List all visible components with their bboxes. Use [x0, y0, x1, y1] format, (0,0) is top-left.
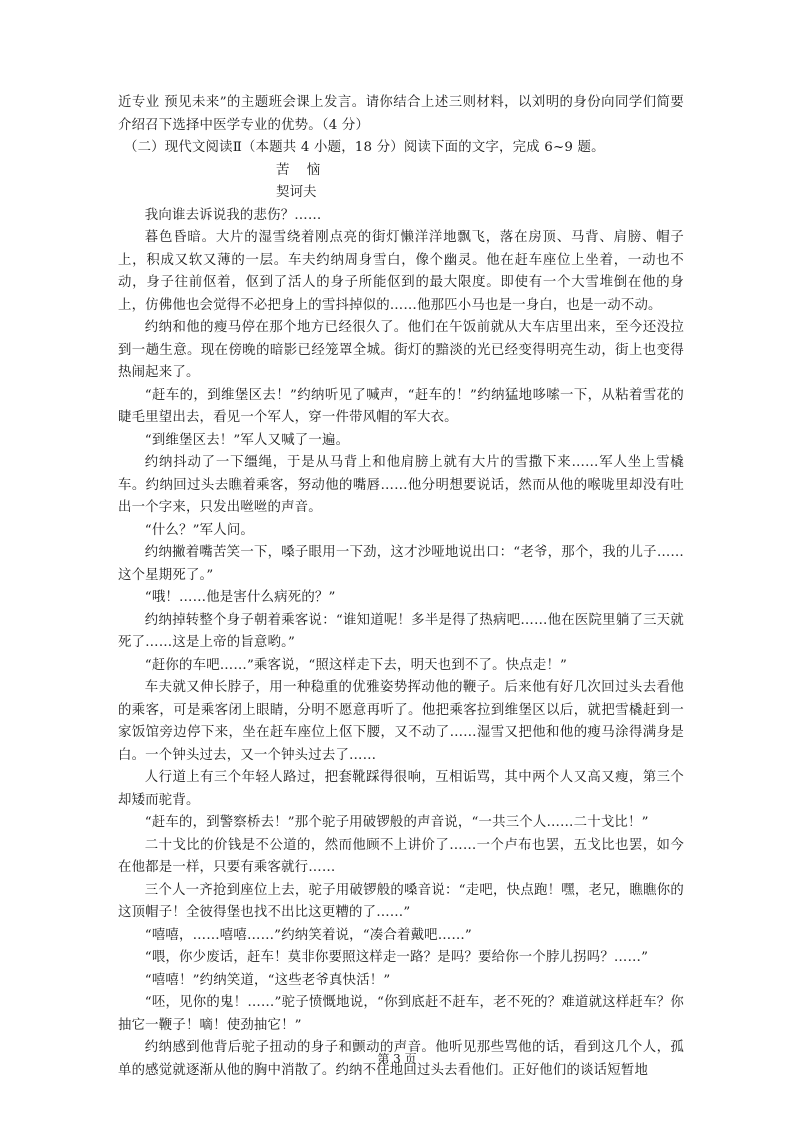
- paragraph: “嘻嘻，……嘻嘻……”约纳笑着说，“凑合着戴吧……”: [144, 927, 472, 943]
- paragraph: “呸，见你的鬼！……”驼子愤慨地说，“你到底赶不赶车，老不死的？难道就这样赶车？你抽它一鞭子！嘀！使劲抽它！”: [118, 995, 684, 1033]
- paragraph: 车夫就又伸长脖子，用一种稳重的优雅姿势挥动他的鞭子。后来他有好几次回过头去看他的乘客，可是乘客闭上眼睛，分明不愿意再听了。他把乘客拉到维堡区以后，就把雪橇赶到一家饭馆旁边停下来，坐在赶车座位上伛下腰，又不动了……湿雪又把他和他的瘦马涂得满身是白。一个钟头过去，又一个钟头过去了……: [118, 680, 684, 763]
- paragraph: “到维堡区去！”军人又喊了一遍。: [144, 432, 350, 448]
- paragraph: 约纳抖动了一下缰绳，于是从马背上和他肩膀上就有大片的雪撒下来……军人坐上雪橇车。约纳回过头去瞧着乘客，努动他的嘴唇……他分明想要说话，然而从他的喉咙里却没有吐出一个字来，只发出咝咝的声音。: [118, 455, 684, 515]
- story-title: 苦 恼: [276, 162, 323, 178]
- paragraph: “什么？”军人问。: [144, 522, 255, 538]
- paragraph: 约纳撇着嘴苦笑一下，嗓子眼用一下劲，这才沙哑地说出口：“老爷，那个，我的儿子……这个星期死了。”: [118, 545, 684, 583]
- intro-text: 近专业 预见未来”的主题班会课上发言。请你结合上述三则材料，以刘明的身份向同学们简要介绍召下选择中医学专业的优势。（4 分）: [118, 95, 684, 133]
- paragraph: 约纳和他的瘦马停在那个地方已经很久了。他们在午饭前就从大车店里出来，至今还没拉到一趟生意。现在傍晚的暗影已经笼罩全城。街灯的黯淡的光已经变得明亮生动，街上也变得热闹起来了。: [118, 320, 684, 380]
- paragraph: 三个人一齐抢到座位上去，驼子用破锣般的嗓音说：“走吧，快点跑！嘿，老兄，瞧瞧你的这顶帽子！全彼得堡也找不出比这更糟的了……”: [118, 882, 684, 920]
- paragraph: “哦！……他是害什么病死的？”: [144, 590, 336, 605]
- paragraph: 约纳掉转整个身子朝着乘客说：“谁知道呢！多半是得了热病吧……他在医院里躺了三天就死了……这是上帝的旨意哟。”: [118, 612, 684, 650]
- paragraph: 我向谁去诉说我的悲伤？……: [144, 207, 322, 223]
- paragraph: “赶车的，到警察桥去！”那个驼子用破锣般的声音说，“一共三个人……二十戈比！”: [144, 815, 649, 830]
- paragraph: “嘻嘻！”约纳笑道，“这些老爷真快活！”: [144, 972, 391, 988]
- paragraph: 二十戈比的价钱是不公道的，然而他顾不上讲价了……一个卢布也罢，五戈比也罢，如今在他都是一样，只要有乘客就行……: [118, 837, 684, 875]
- paragraph: 人行道上有三个年轻人路过，把套靴踩得很响，互相诟骂，其中两个人又高又瘦，第三个却矮而驼背。: [118, 770, 684, 808]
- section-heading: （二）现代文阅读Ⅱ（本题共 4 小题，18 分）阅读下面的文字，完成 6~9 题。: [124, 140, 605, 155]
- paragraph: 暮色昏暗。大片的湿雪绕着刚点亮的街灯懒洋洋地飘飞，落在房顶、马背、肩膀、帽子上，积成又软又薄的一层。车夫约纳周身雪白，像个幽灵。他在赶车座位上坐着，一动也不动，身子往前伛着，伛到了活人的身子所能伛到的最大限度。即使有一个大雪堆倒在他的身上，仿佛他也会觉得不必把身上的雪抖掉似的……他那匹小马也是一身白，也是一动不动。: [118, 230, 684, 313]
- paragraph: “喂，你少废话，赶车！莫非你要照这样走一路？是吗？要给你一个脖儿拐吗？……”: [144, 950, 649, 965]
- story-author: 契诃夫: [276, 185, 317, 200]
- paragraph: 约纳感到他背后驼子扭动的身子和颤动的声音。他听见那些骂他的话，看到这几个人，孤单的感觉就逐渐从他的胸中消散了。约纳不住地回过头去看他们。正好他们的谈话短暂地: [118, 1040, 684, 1078]
- paragraph: “赶车的，到维堡区去！”约纳听见了喊声，“赶车的！”约纳猛地哆嗦一下，从粘着雪花的睫毛里望出去，看见一个军人，穿一件带风帽的军大衣。: [118, 387, 684, 425]
- paragraph: “赶你的车吧……”乘客说，“照这样走下去，明天也到不了。快点走！”: [144, 657, 568, 673]
- document-page: [118, 92, 684, 1082]
- page-number: 第 3 页: [377, 1052, 417, 1066]
